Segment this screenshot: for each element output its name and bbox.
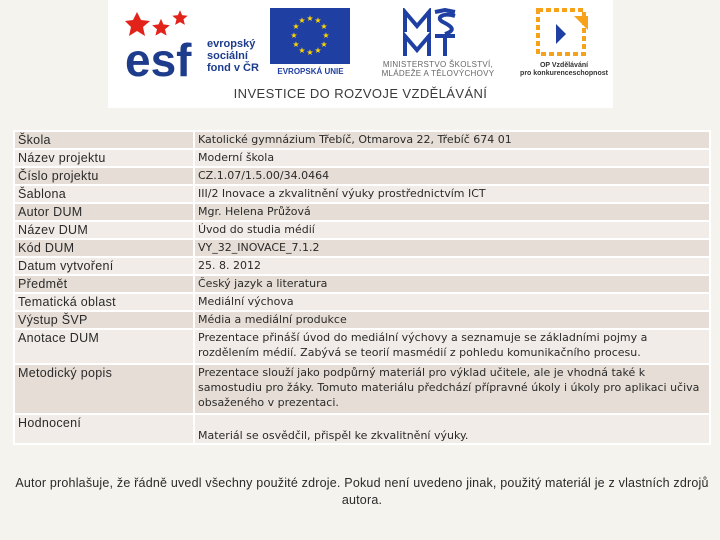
table-row [14,329,710,364]
svg-text:★: ★ [306,14,314,23]
svg-text:★: ★ [298,46,306,55]
row-label: Kód DUM [14,239,194,257]
row-label: Anotace DUM [14,329,194,364]
svg-text:★: ★ [322,31,330,40]
eu-flag-icon [270,8,350,64]
svg-text:★: ★ [320,22,328,31]
svg-text:★: ★ [320,40,328,49]
table-row [14,131,710,149]
row-label: Šablona [14,185,194,203]
msmt-caption-line-2: MLÁDEŽE A TĚLOVÝCHOVY [381,69,495,78]
table-row [14,275,710,293]
svg-text:esf: esf [125,34,192,80]
msmt-logo [363,8,513,80]
row-label: Název DUM [14,221,194,239]
row-value: Moderní škola [194,149,710,167]
row-label: Číslo projektu [14,167,194,185]
row-label: Výstup ŠVP [14,311,194,329]
eu-logo [270,8,355,80]
row-label: Metodický popis [14,364,194,414]
svg-text:★: ★ [298,16,306,25]
row-value: Prezentace přináší úvod do mediální výchovy a seznamuje se základními pojmy a rozdělením médií. Zabývá se teorií masmédií z pohledu komunikačního procesu. [194,329,710,364]
msmt-logo-mark-icon [363,8,513,60]
eu-caption: EVROPSKÁ UNIE [277,67,344,76]
row-label: Tematická oblast [14,293,194,311]
svg-text:★: ★ [292,40,300,49]
table-row [14,257,710,275]
row-label: Hodnocení [14,414,194,444]
table-row [14,221,710,239]
op-caption-line-2: pro konkurenceschopnost [520,70,608,77]
project-info-table [13,130,711,445]
op-logo-mark-icon [518,6,608,62]
svg-text:★: ★ [314,16,322,25]
op-logo [518,6,608,84]
svg-text:★: ★ [292,22,300,31]
esf-text-line-1: evropský [207,38,256,50]
row-label: Škola [14,131,194,149]
row-value: Mediální výchova [194,293,710,311]
logo-banner [108,0,613,108]
author-declaration: Autor prohlašuje, že řádně uvedl všechny použité zdroje. Pokud není uvedeno jinak, použitý materiál je z vlastních zdrojů autora. [15,476,709,507]
row-value: Mgr. Helena Průžová [194,203,710,221]
table-row [14,203,710,221]
row-value: 25. 8. 2012 [194,257,710,275]
row-label: Předmět [14,275,194,293]
table-row [14,414,710,444]
svg-text:★: ★ [290,31,298,40]
esf-text-line-3: fond v ČR [207,62,259,74]
table-row [14,364,710,414]
op-caption-line-1: OP Vzdělávání [539,62,589,69]
table-row [14,311,710,329]
row-value: VY_32_INOVACE_7.1.2 [194,239,710,257]
row-value: CZ.1.07/1.5.00/34.0464 [194,167,710,185]
row-value: Materiál se osvědčil, přispěl ke zkvalitnění výuky. [194,414,710,444]
row-value: Český jazyk a literatura [194,275,710,293]
row-value: III/2 Inovace a zkvalitnění výuky prostřednictvím ICT [194,185,710,203]
table-row [14,185,710,203]
table-row [14,167,710,185]
svg-text:★: ★ [306,48,314,57]
esf-logo [123,6,273,80]
row-label: Autor DUM [14,203,194,221]
tagline: INVESTICE DO ROZVOJE VZDĚLÁVÁNÍ [233,86,488,101]
row-value: Úvod do studia médií [194,221,710,239]
row-label: Datum vytvoření [14,257,194,275]
row-value: Prezentace slouží jako podpůrný materiál pro výklad učitele, ale je vhodná také k samostudiu pro žáky. Tomuto materiálu předchází přípravné úkoly i úkoly pro aplikaci učiva obsaženého v prezentaci. [194,364,710,414]
row-value: Katolické gymnázium Třebíč, Otmarova 22, Třebíč 674 01 [194,131,710,149]
table-row [14,293,710,311]
row-label: Název projektu [14,149,194,167]
msmt-caption-line-1: MINISTERSTVO ŠKOLSTVÍ, [382,60,494,69]
esf-text-line-2: sociální [207,50,248,62]
table-row [14,149,710,167]
row-value: Média a mediální produkce [194,311,710,329]
svg-text:★: ★ [314,46,322,55]
table-row [14,239,710,257]
esf-logo-mark-icon [123,6,203,80]
